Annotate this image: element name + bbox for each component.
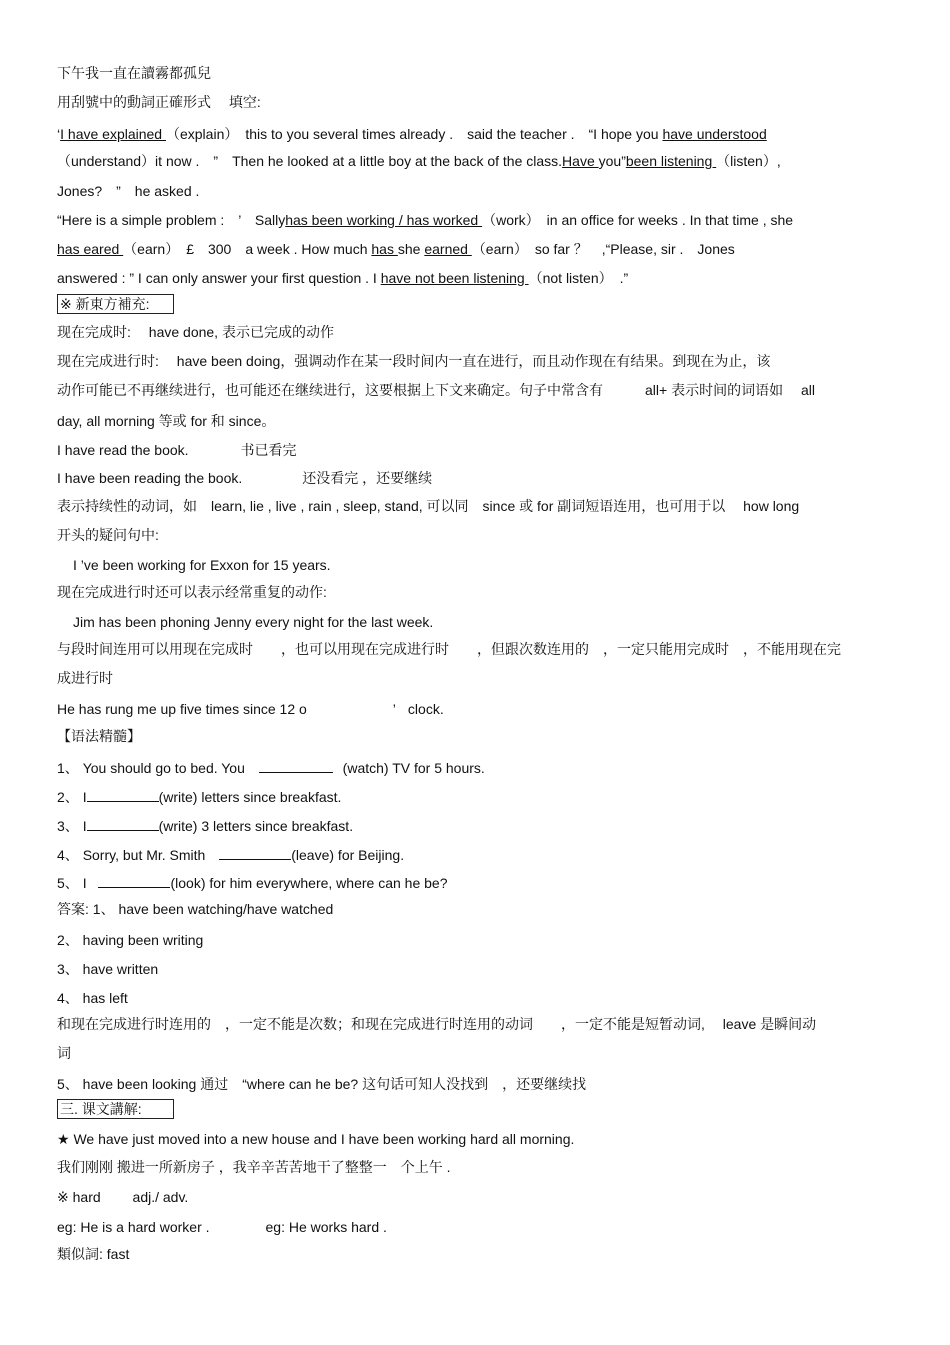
answer: has eared: [57, 241, 124, 257]
answer: have understood: [662, 126, 767, 142]
exercise-line-1: [57, 125, 767, 143]
note-line: Jim has been phoning Jenny every night for the last week.: [73, 614, 434, 630]
text: ’: [392, 701, 396, 717]
note-line: I ’ve been working for Exxon for 15 years.: [73, 557, 331, 573]
note-line: 现在完成进行时还可以表示经常重复的动作:: [57, 584, 327, 600]
text: （understand）it now . ” Then he looked at a little boy at the back of the class.: [57, 153, 563, 169]
question-number: 4、: [57, 847, 79, 863]
example-gloss: 还没看完 ，还要继续: [302, 470, 433, 486]
section-box-lesson: 三. 课文講解:: [57, 1099, 174, 1119]
example: I have read the book.: [57, 442, 189, 458]
question-number: 1、: [57, 760, 79, 776]
answer-blank[interactable]: [98, 873, 170, 888]
section-box-supplement: ※ 新東方補充:: [57, 294, 174, 314]
answer-line: 答案: 1、 have been watching/have watched: [57, 901, 334, 917]
question-1: [57, 758, 485, 777]
exercise-line-6: [57, 269, 628, 287]
answer: have not been listening: [380, 270, 529, 286]
answer-note: 词: [57, 1045, 71, 1061]
answer-line: 5、 have been looking 通过 “where can he be? 这句话可知人没找到 ，还要继续找: [57, 1076, 587, 1092]
answer: Have: [562, 153, 599, 169]
question-text: I: [82, 875, 87, 891]
question-number: 2、: [57, 789, 79, 805]
question-5: [57, 873, 448, 892]
text: （work） in an office for weeks . In that time , she: [482, 212, 794, 228]
lesson-example: [57, 1218, 387, 1236]
note-line: 现在完成时: have done, 表示已完成的动作: [57, 324, 334, 340]
answer: I have explained: [60, 126, 166, 142]
lesson-translation: 我们刚刚 搬进一所新房子 ，我辛辛苦苦地干了整整一 个上午 .: [57, 1159, 451, 1175]
answer-line: 3、 have written: [57, 961, 159, 977]
example: eg: He works hard .: [265, 1219, 387, 1235]
question-text: (watch) TV for 5 hours.: [342, 760, 485, 776]
example: eg: He is a hard worker .: [57, 1219, 210, 1235]
note-line: 开头的疑问句中:: [57, 527, 159, 543]
answer: been listening: [625, 153, 717, 169]
text: she: [397, 241, 421, 257]
answer-note: 和现在完成进行时连用的 ，一定不能是次数；和现在完成进行时连用的动词 ，一定不能是短暂动词, leave 是瞬间动: [57, 1016, 817, 1032]
exercise-instruction: 用刮號中的動詞正確形式 填空:: [57, 94, 261, 110]
answer-blank[interactable]: [259, 758, 333, 773]
question-3: [57, 816, 353, 835]
answer-line: 4、 has left: [57, 990, 128, 1006]
question-text: (look) for him everywhere, where can he be?: [170, 875, 448, 891]
exercise-line-4: [57, 211, 793, 229]
question-2: [57, 787, 341, 806]
answer-blank[interactable]: [87, 816, 159, 831]
note-line: [57, 700, 444, 718]
note-line: [57, 469, 432, 487]
answer-line: 2、 having been writing: [57, 932, 204, 948]
example: I have been reading the book.: [57, 470, 243, 486]
exercise-line-2: [57, 152, 781, 170]
exercise-line-3: Jones? ” he asked .: [57, 183, 200, 199]
doc-title: 下午我一直在讀霧都孤兒: [57, 65, 211, 81]
note-line: 现在完成进行时: have been doing，强调动作在某一段时间内一直在进行，而且动作现在有结果。到现在为止，该: [57, 353, 771, 369]
text: （earn） so far ？ ,“Please, sir . Jones: [471, 241, 735, 257]
text: answered : ” I can only answer your first question . I: [57, 270, 377, 286]
question-text: You should go to bed. You: [82, 760, 245, 776]
question-number: 3、: [57, 818, 79, 834]
text: clock.: [407, 701, 444, 717]
question-text: I: [82, 789, 87, 805]
note-line: 成进行时: [57, 670, 113, 686]
text: you”: [598, 153, 626, 169]
question-4: [57, 845, 404, 864]
text: He has rung me up five times since 12 o: [57, 701, 307, 717]
exercise-line-5: [57, 240, 735, 258]
grammar-header: 【语法精髓】: [57, 728, 141, 744]
text: （explain） this to you several times already . said the teacher . “I hope you: [165, 126, 659, 142]
note-line: 动作可能已不再继续进行，也可能还在继续进行，这要根据上下文来确定。句子中常含有 all+ 表示时间的词语如 all: [57, 382, 815, 398]
lesson-sentence: ★ We have just moved into a new house and I have been working hard all morning.: [57, 1131, 575, 1147]
text: （earn） £ 300 a week . How much: [123, 241, 368, 257]
lesson-note: ※ hard adj./ adv.: [57, 1189, 189, 1205]
answer-blank[interactable]: [219, 845, 291, 860]
question-text: (write) letters since breakfast.: [158, 789, 342, 805]
question-number: 5、: [57, 875, 79, 891]
lesson-note: 類似詞: fast: [57, 1246, 130, 1262]
question-text: (write) 3 letters since breakfast.: [158, 818, 354, 834]
note-line: 与段时间连用可以用现在完成时 ，也可以用现在完成进行时 ，但跟次数连用的 ，一定只能用完成时 ，不能用现在完: [57, 641, 841, 657]
text: （not listen） .”: [528, 270, 629, 286]
question-text: I: [82, 818, 87, 834]
note-line: [57, 441, 297, 459]
answer: has: [371, 241, 398, 257]
example-gloss: 书已看完: [240, 442, 297, 458]
text: ‘: [57, 126, 61, 142]
text: “Here is a simple problem : ’ Sally: [57, 212, 286, 228]
answer: earned: [424, 241, 472, 257]
answer-blank[interactable]: [87, 787, 159, 802]
answer: has been working / has worked: [285, 212, 483, 228]
question-text: Sorry, but Mr. Smith: [82, 847, 206, 863]
note-line: 表示持续性的动词，如 learn, lie , live , rain , sleep, stand, 可以同 since 或 for 副词短语连用，也可用于以 how long: [57, 498, 800, 514]
question-text: (leave) for Beijing.: [291, 847, 405, 863]
text: （listen）,: [716, 153, 781, 169]
note-line: day, all morning 等或 for 和 since。: [57, 413, 276, 429]
